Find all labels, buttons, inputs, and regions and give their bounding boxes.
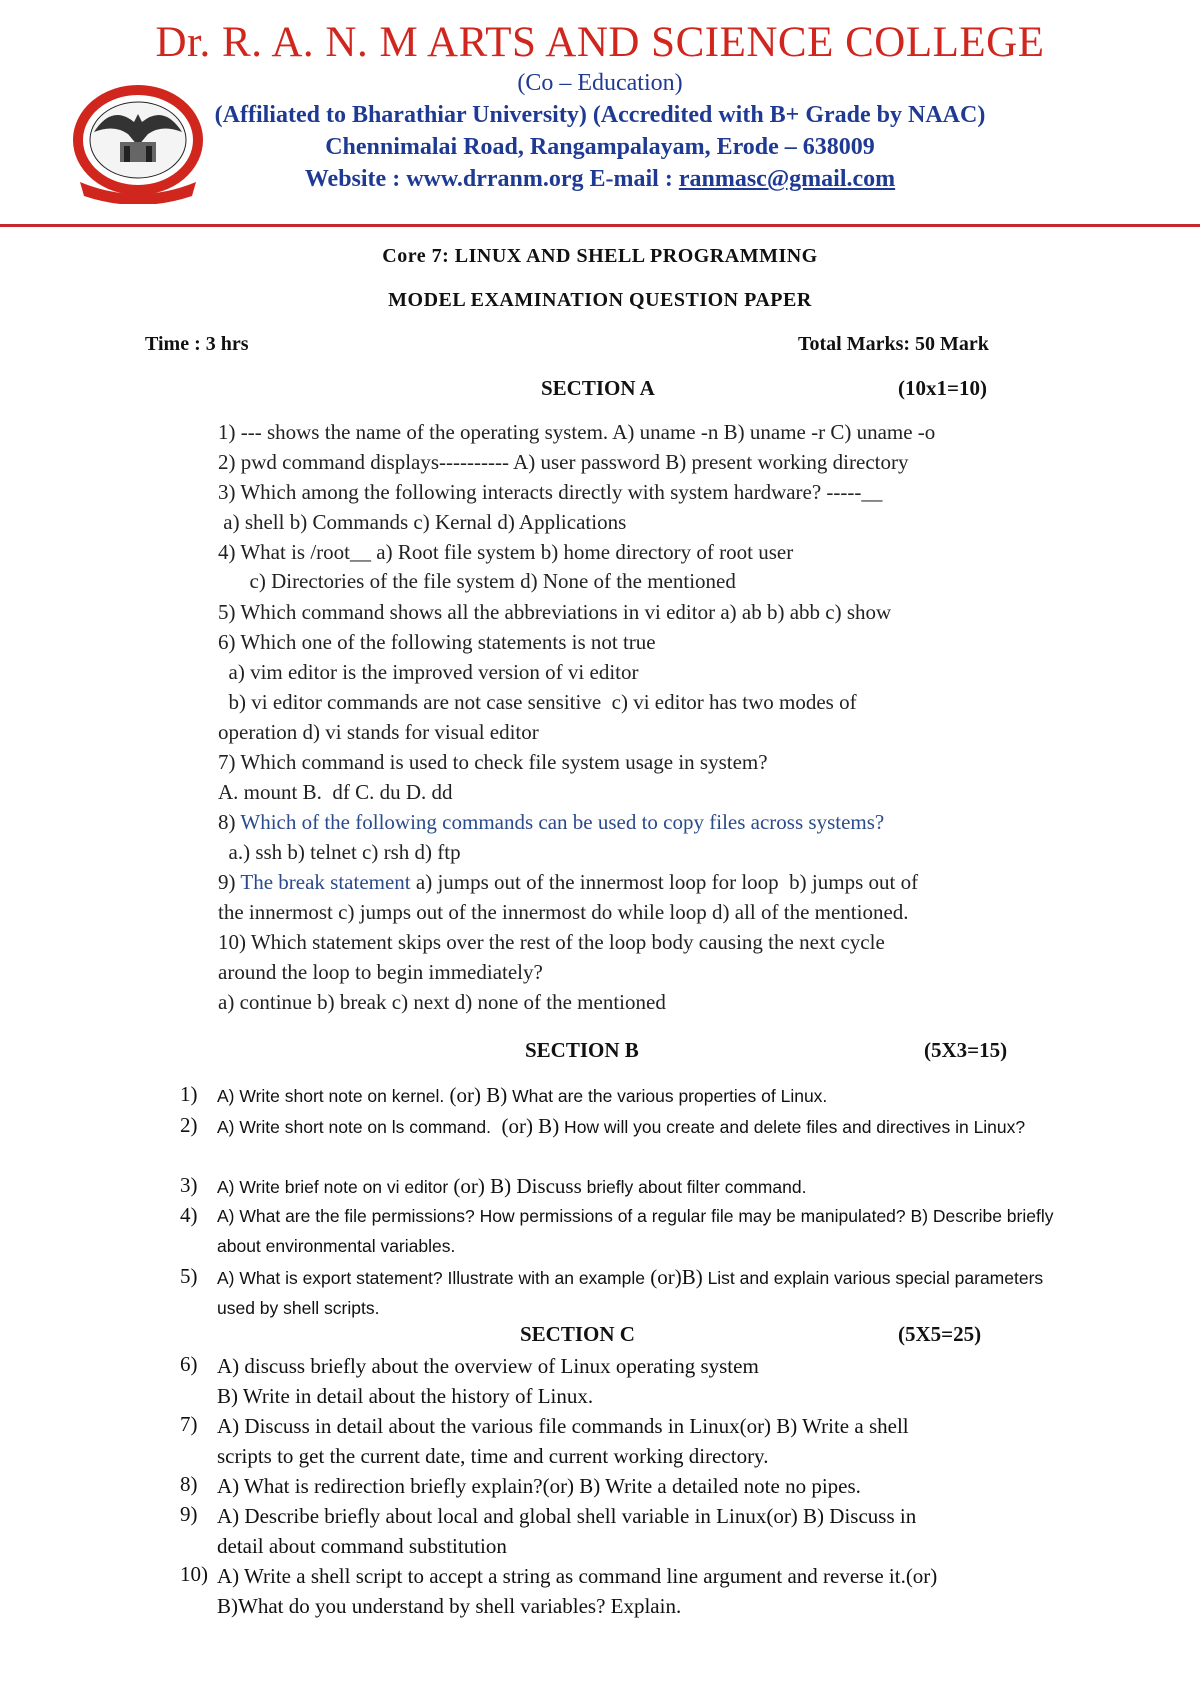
- q9-highlight: The break statement: [240, 870, 411, 894]
- section-a-marks: (10x1=10): [898, 376, 987, 400]
- section-a-line: 1) --- shows the name of the operating system. A) uname -n B) uname -r C) uname -o: [218, 420, 936, 444]
- section-b-num: 2): [180, 1113, 198, 1137]
- section-c-num: 10): [180, 1562, 208, 1586]
- section-a-line: [218, 870, 918, 895]
- header-divider: [0, 224, 1200, 227]
- section-c-num: 6): [180, 1352, 198, 1376]
- section-a-line: the innermost c) jumps out of the innermost do while loop d) all of the mentioned.: [218, 900, 909, 924]
- section-c-title: SECTION C: [520, 1322, 635, 1346]
- section-b-item: A) Write brief note on vi editor (or) B) Discuss briefly about filter command.: [217, 1174, 807, 1198]
- section-c-num: 7): [180, 1412, 198, 1436]
- section-c-item: A) Describe briefly about local and global shell variable in Linux(or) B) Discuss in: [217, 1504, 917, 1528]
- section-b-num: 1): [180, 1082, 198, 1106]
- section-a-line: 5) Which command shows all the abbreviations in vi editor a) ab b) abb c) show: [218, 600, 892, 624]
- section-a-line: a) vim editor is the improved version of vi editor: [218, 660, 639, 684]
- section-b-num: 5): [180, 1264, 198, 1288]
- course-title: Core 7: LINUX AND SHELL PROGRAMMING: [382, 245, 818, 267]
- section-b-item: A) What is export statement? Illustrate with an example (or)B) List and explain various special parameters used by shell scripts.: [217, 1265, 1044, 1318]
- affiliation: (Affiliated to Bharathiar University) (Accredited with B+ Grade by NAAC): [214, 102, 986, 128]
- exam-title: MODEL EXAMINATION QUESTION PAPER: [388, 289, 812, 311]
- section-c-item: A) discuss briefly about the overview of Linux operating system: [217, 1354, 759, 1378]
- section-c-item-cont: detail about command substitution: [217, 1534, 507, 1558]
- section-b-item: A) What are the file permissions? How permissions of a regular file may be manipulated? B) Describe briefly about environmental variables.: [217, 1206, 1054, 1256]
- section-b-item: A) Write short note on ls command. (or) B) How will you create and delete files and directives in Linux?: [217, 1114, 1026, 1138]
- section-a-line: 2) pwd command displays---------- A) user password B) present working directory: [218, 450, 909, 474]
- section-a-line: 4) What is /root__ a) Root file system b) home directory of root user: [218, 540, 794, 564]
- website-label: Website : www.drranm.org E-mail :: [304, 166, 673, 192]
- email-link[interactable]: ranmasc@gmail.com: [678, 166, 896, 192]
- section-c-item-cont: B) Write in detail about the history of Linux.: [217, 1384, 594, 1408]
- section-a-line: [218, 810, 884, 835]
- section-a-line: b) vi editor commands are not case sensitive c) vi editor has two modes of: [218, 690, 857, 714]
- section-a-line: a.) ssh b) telnet c) rsh d) ftp: [218, 840, 461, 864]
- section-c-num: 9): [180, 1502, 198, 1526]
- section-c-item-cont: B)What do you understand by shell variables? Explain.: [217, 1594, 682, 1618]
- q9-number: 9): [218, 870, 241, 894]
- section-a-line: 6) Which one of the following statements is not true: [218, 630, 656, 654]
- q8-question: Which of the following commands can be used to copy files across systems?: [240, 810, 885, 834]
- contact-line: [0, 166, 1200, 193]
- q9-rest: a) jumps out of the innermost loop for loop b) jumps out of: [410, 870, 919, 894]
- section-a-line: 7) Which command is used to check file system usage in system?: [218, 750, 768, 774]
- section-a-line: A. mount B. df C. du D. dd: [218, 780, 453, 804]
- section-c-num: 8): [180, 1472, 198, 1496]
- exam-time: Time : 3 hrs: [145, 333, 249, 355]
- section-a-line: 10) Which statement skips over the rest of the loop body causing the next cycle: [218, 930, 885, 954]
- section-b-num: 4): [180, 1203, 198, 1227]
- section-b-title: SECTION B: [525, 1038, 639, 1062]
- section-c-item: A) Write a shell script to accept a string as command line argument and reverse it.(or): [217, 1564, 938, 1588]
- co-education: (Co – Education): [517, 70, 683, 96]
- address: Chennimalai Road, Rangampalayam, Erode – 638009: [325, 134, 875, 160]
- section-b-num: 3): [180, 1173, 198, 1197]
- section-a-line: 3) Which among the following interacts directly with system hardware? -----__: [218, 480, 883, 504]
- section-a-line: a) continue b) break c) next d) none of the mentioned: [218, 990, 666, 1014]
- section-a-line: c) Directories of the file system d) None of the mentioned: [218, 569, 736, 593]
- section-a-line: a) shell b) Commands c) Kernal d) Applications: [218, 510, 627, 534]
- section-c-item-cont: scripts to get the current date, time and current working directory.: [217, 1444, 769, 1468]
- section-c-marks: (5X5=25): [898, 1322, 982, 1346]
- section-b-marks: (5X3=15): [924, 1038, 1008, 1062]
- total-marks: Total Marks: 50 Mark: [798, 333, 989, 355]
- section-b-item: A) Write short note on kernel. (or) B) What are the various properties of Linux.: [217, 1083, 828, 1107]
- section-a-title: SECTION A: [541, 376, 655, 400]
- college-name: Dr. R. A. N. M ARTS AND SCIENCE COLLEGE: [155, 19, 1045, 66]
- section-c-item: A) What is redirection briefly explain?(or) B) Write a detailed note no pipes.: [217, 1474, 861, 1498]
- section-c-item: A) Discuss in detail about the various file commands in Linux(or) B) Write a shell: [217, 1414, 909, 1438]
- section-a-line: around the loop to begin immediately?: [218, 960, 543, 984]
- section-a-line: operation d) vi stands for visual editor: [218, 720, 539, 744]
- q8-number: 8): [218, 810, 241, 834]
